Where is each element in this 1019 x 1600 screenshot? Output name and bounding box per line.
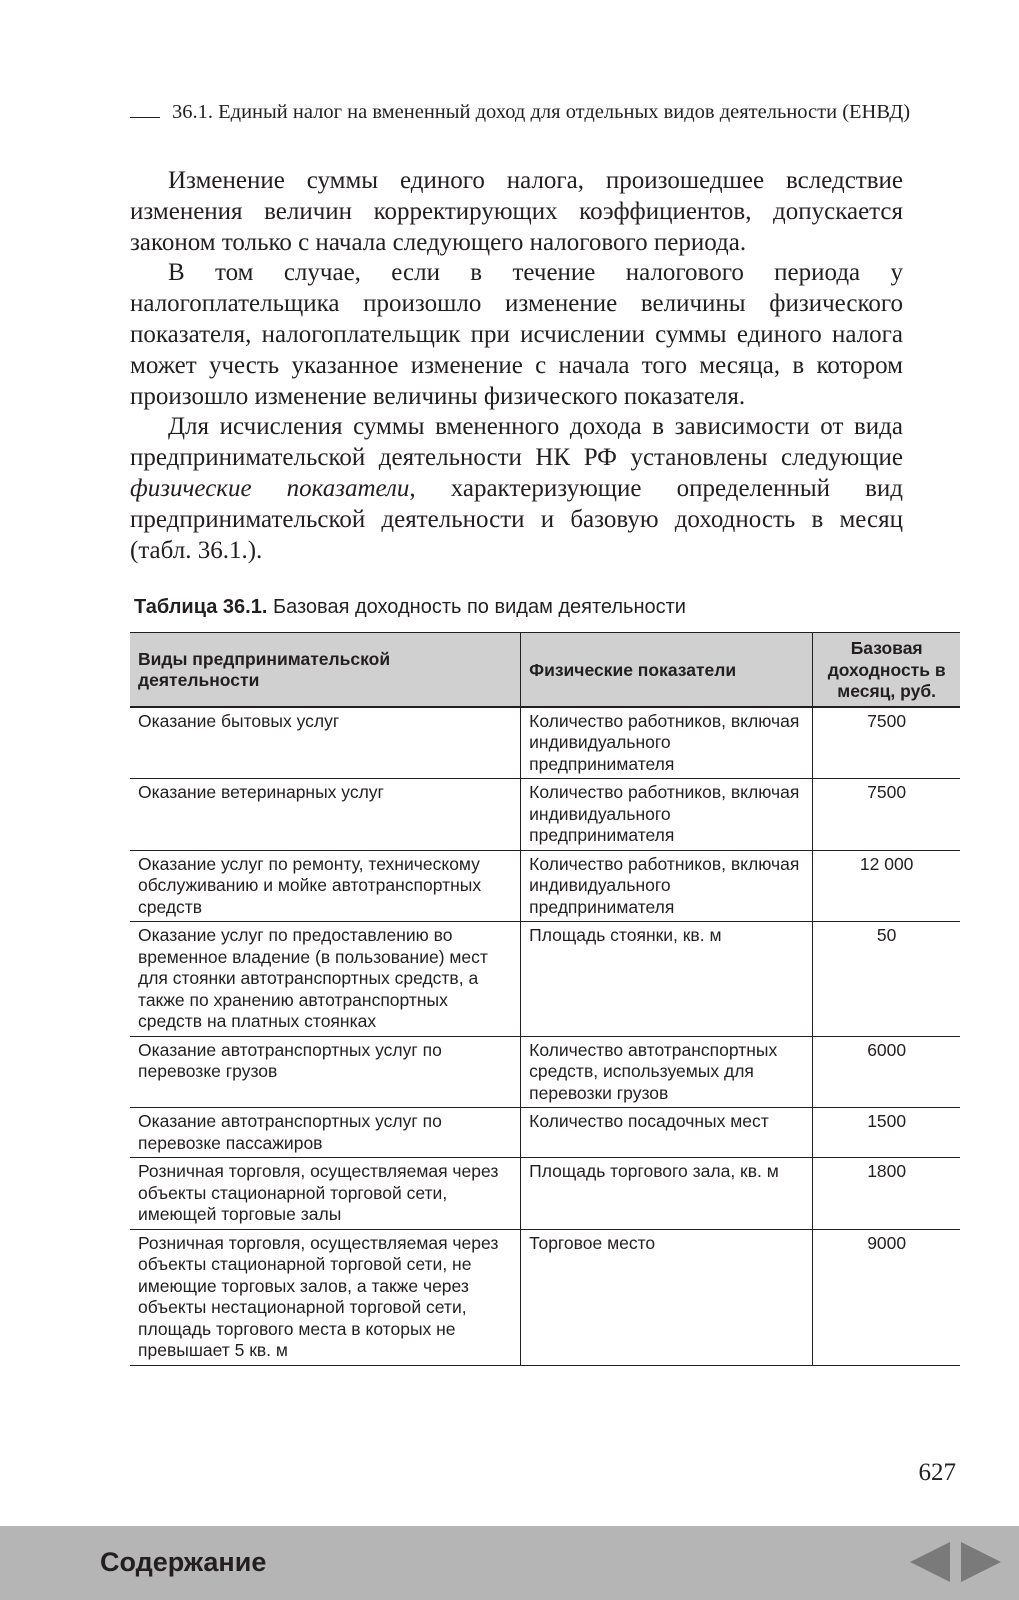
cell-activity: Розничная торговля, осуществляемая через объекты стационарной торговой сети, не имеющие торговых залов, а также через объекты нестационарной торговой сети, площадь торгового места в которых не превышает 5 кв. м [130,1229,521,1365]
cell-indicator: Количество автотранспортных средств, используемых для перевозки грузов [521,1036,813,1108]
table-caption-label: Таблица 36.1. [134,596,268,618]
contents-link[interactable]: Содержание [100,1547,267,1577]
cell-indicator: Количество посадочных мест [521,1108,813,1158]
cell-activity: Оказание бытовых услуг [130,707,521,779]
cell-income: 9000 [813,1229,960,1365]
cell-indicator: Количество работников, включая индивидуального предпринимателя [521,850,813,922]
cell-income: 7500 [813,779,960,851]
cell-income: 1800 [813,1158,960,1230]
income-table [130,632,960,1366]
cell-income: 7500 [813,707,960,779]
cell-indicator: Площадь стоянки, кв. м [521,922,813,1037]
table-row [130,1229,960,1365]
cell-activity: Розничная торговля, осуществляемая через объекты стационарной торговой сети, имеющей торговые залы [130,1158,521,1230]
previous-page-button[interactable] [906,1538,952,1586]
cell-income: 1500 [813,1108,960,1158]
cell-activity: Оказание услуг по ремонту, техническому обслуживанию и мойке автотранспортных средств [130,850,521,922]
table-row [130,922,960,1037]
paragraph-3-italic-term: физические показатели [130,474,410,502]
cell-income: 12 000 [813,850,960,922]
cell-indicator: Количество работников, включая индивидуального предпринимателя [521,707,813,779]
paragraph-3-start: Для исчисления суммы вмененного дохода в зависимости от вида предпринимательской деятельности НК РФ установлены следующие [130,413,903,472]
table-row [130,850,960,922]
cell-income: 6000 [813,1036,960,1108]
footer-nav-bar [0,1526,1019,1600]
paragraph-1: Изменение суммы единого налога, произошедшее вследствие изменения величин корректирующих коэффициентов, допускается законом только с начала следующего налогового периода. [130,167,903,256]
header-activity: Виды предпринимательской деятельности [130,633,521,707]
cell-income: 50 [813,922,960,1037]
cell-activity: Оказание ветеринарных услуг [130,779,521,851]
running-head [130,98,960,126]
table-caption-text: Базовая доходность по видам деятельности [267,596,686,618]
paragraph-3 [130,412,903,566]
table-row [130,1036,960,1108]
table-caption [134,594,686,620]
triangle-left-icon [906,1538,952,1586]
table-row [130,779,960,851]
table-row [130,707,960,779]
next-page-button[interactable] [959,1538,1005,1586]
triangle-right-icon [959,1538,1005,1586]
cell-activity: Оказание услуг по предоставлению во временное владение (в пользование) мест для стоянки автотранспортных средств, а также по хранению автотранспортных средств на платных стоянках [130,922,521,1037]
paragraph-3-end: , характеризующие определенный вид предпринимательской деятельности и базовую доходность в месяц (табл. 36.1.). [130,474,903,564]
body-text [130,166,903,566]
paragraph-2: В том случае, если в течение налогового периода у налогоплательщика произошло изменение величины физического показателя, налогоплательщик при исчислении суммы единого налога может учесть указанное изменение с начала того месяца, в котором произошло изменение величины физического показателя. [130,259,903,410]
running-head-rule [130,117,160,118]
table-row [130,1108,960,1158]
header-income: Базовая доходность в месяц, руб. [813,633,960,707]
cell-indicator: Количество работников, включая индивидуального предпринимателя [521,779,813,851]
cell-indicator: Площадь торгового зала, кв. м [521,1158,813,1230]
cell-activity: Оказание автотранспортных услуг по перевозке грузов [130,1036,521,1108]
cell-indicator: Торговое место [521,1229,813,1365]
running-head-text: 36.1. Единый налог на вмененный доход для отдельных видов деятельности (ЕНВД) [172,101,911,123]
cell-activity: Оказание автотранспортных услуг по перевозке пассажиров [130,1108,521,1158]
page-number: 627 [918,1459,956,1486]
table-row [130,1158,960,1230]
header-indicator: Физические показатели [521,633,813,707]
table-header-row [130,633,960,707]
